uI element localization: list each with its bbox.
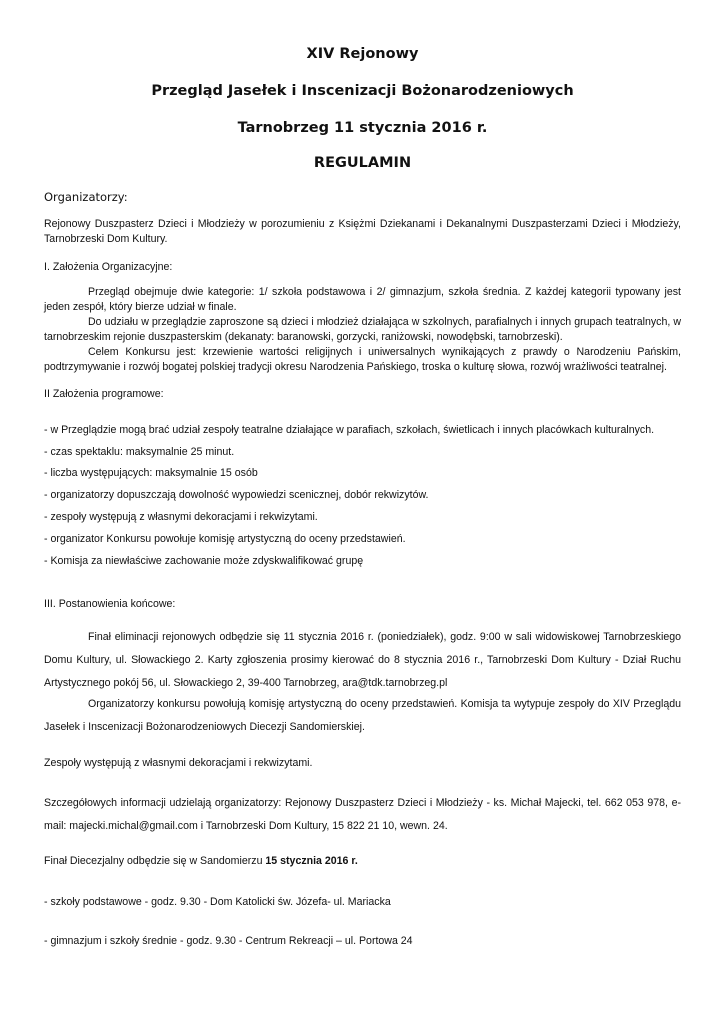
- section2-heading: II Założenia programowe:: [44, 388, 164, 400]
- organizers-text: Rejonowy Duszpasterz Dzieci i Młodzieży w porozumieniu z Księżmi Dziekanami i Dekanalnymi Duszpasterzami Dzieci i Młodzieży, Tarnobrzeski Dom Kultury.: [44, 218, 681, 245]
- section2-item: - czas spektaklu: maksymalnie 25 minut.: [44, 446, 235, 458]
- section2-item: - w Przeglądzie mogą brać udział zespoły teatralne działające w parafiach, szkołach, świetlicach i innych placówkach kulturalnych.: [44, 424, 655, 436]
- section2-item: - zespoły występują z własnymi dekoracjami i rekwizytami.: [44, 511, 318, 523]
- diocesan-final-text: Finał Diecezjalny odbędzie się w Sandomierzu: [44, 855, 266, 867]
- section3-paragraph-commission: Organizatorzy konkursu powołują komisję artystyczną do oceny przedstawień. Komisja ta wytypuje zespoły do XIV Przeglądu Jasełek i Inscenizacji Bożonarodzeniowych Diecezji Sandomierskiej.: [44, 698, 681, 733]
- section1-paragraph-3: Celem Konkursu jest: krzewienie wartości religijnych i uniwersalnych wynikających z prawdy o Narodzeniu Pańskim, podtrzymywanie i rozwój bogatej polskiej tradycji okresu Narodzenia Pańskiego, troska o kulturę słowa, rozwój wrażliwości teatralnej.: [44, 346, 681, 373]
- header-place-date: Tarnobrzeg 11 stycznia 2016 r.: [237, 120, 488, 136]
- header-regulamin: REGULAMIN: [313, 155, 412, 171]
- schedule-secondary-schools: - gimnazjum i szkoły średnie - godz. 9.30 - Centrum Rekreacji – ul. Portowa 24: [44, 935, 413, 947]
- section1-paragraph-2: Do udziału w przeglądzie zaproszone są dzieci i młodzież działająca w szkolnych, parafialnych i innych grupach teatralnych, w tarnobrzeskim rejonie duszpasterskim (dekanaty: baranowski, gorzycki, raniżowski, nowodębski, tarnobrzeski).: [44, 316, 681, 343]
- section3-paragraph-decorations: Zespoły występują z własnymi dekoracjami i rekwizytami.: [44, 757, 313, 769]
- section3-paragraph-contact: Szczegółowych informacji udzielają organizatorzy: Rejonowy Duszpasterz Dzieci i Młodzieży - ks. Michał Majecki, tel. 662 053 978, e- mail: majecki.michal@gmail.com i Tarnobrzeski Dom Kultury, 15 822 21 10, wewn. 24.: [44, 797, 681, 832]
- diocesan-final-line: [44, 855, 358, 867]
- section2-item: - Komisja za niewłaściwe zachowanie może zdyskwalifikować grupę: [44, 555, 364, 567]
- diocesan-final-date: 15 stycznia 2016 r.: [265, 855, 358, 867]
- section1-heading: I. Założenia Organizacyjne:: [44, 261, 173, 273]
- header-event-name: Przegląd Jasełek i Inscenizacji Bożonarodzeniowych: [151, 83, 574, 99]
- section3-heading: III. Postanowienia końcowe:: [44, 598, 176, 610]
- organizers-label: Organizatorzy:: [44, 190, 128, 204]
- schedule-primary-schools: - szkoły podstawowe - godz. 9.30 - Dom Katolicki św. Józefa- ul. Mariacka: [44, 896, 391, 908]
- section3-paragraph-final: Finał eliminacji rejonowych odbędzie się 11 stycznia 2016 r. (poniedziałek), godz. 9:00 w sali widowiskowej Tarnobrzeskiego Domu Kultury, ul. Słowackiego 2. Karty zgłoszenia prosimy kierować do 8 stycznia 2016 r., Tarnobrzeski Dom Kultury - Dział Ruchu Artystycznego pokój 56, ul. Słowackiego 2, 39-400 Tarnobrzeg, ara@tdk.tarnobrzeg.pl: [44, 631, 681, 689]
- header-edition: XIV Rejonowy: [306, 46, 419, 62]
- section2-item: - organizator Konkursu powołuje komisję artystyczną do oceny przedstawień.: [44, 533, 406, 545]
- section2-item: - liczba występujących: maksymalnie 15 osób: [44, 467, 258, 479]
- section1-paragraph-1: Przegląd obejmuje dwie kategorie: 1/ szkoła podstawowa i 2/ gimnazjum, szkoła średnia. Z każdej kategorii typowany jest jeden zespół, który bierze udział w finale.: [44, 286, 681, 313]
- section2-item: - organizatorzy dopuszczają dowolność wypowiedzi scenicznej, dobór rekwizytów.: [44, 489, 429, 501]
